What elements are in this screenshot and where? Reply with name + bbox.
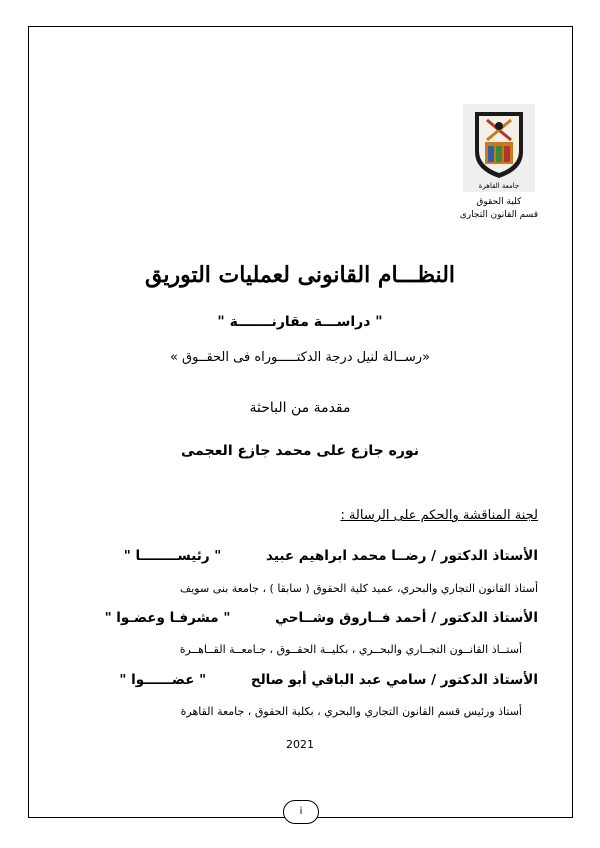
year: 2021 [286, 738, 314, 751]
member-role: " رئيســــــــا " [123, 548, 222, 564]
author-name: نوره جازع على محمد جازع العجمى [181, 443, 419, 459]
logo-caption: جامعة القاهرة [478, 182, 520, 190]
committee-heading: لجنة المناقشة والحكم على الرسالة : [340, 508, 538, 523]
university-logo [463, 104, 535, 192]
committee-member [119, 672, 538, 688]
member-name: الأستاذ الدكتور / رضــا محمد ابراهيم عبيد [266, 548, 538, 564]
committee-member [105, 610, 538, 626]
member-description: أستاذ القانون التجاري والبحري، عميد كلية الحقوق ( سابقا ) ، جامعة بنى سويف [179, 582, 538, 595]
author-label: مقدمة من الباحثة [249, 400, 351, 416]
member-role: " عضــــــوا " [119, 672, 207, 688]
thesis-description: «رســالة لنيل درجة الدكتـــــوراه فى الحقــوق » [169, 350, 431, 365]
committee-member [124, 548, 538, 564]
faculty-name: كلية الحقوق [476, 197, 522, 207]
member-description: أستاذ ورئيس قسم القانون التجاري والبحري ، بكلية الحقوق ، جامعة القاهرة [180, 705, 522, 718]
member-name: الأستاذ الدكتور / أحمد فــاروق وشــاحي [275, 610, 538, 626]
page-number: i [283, 800, 319, 824]
member-description: أستــاذ القانــون التجــاري والبحــري ، بكليــة الحقــوق ، جـامعــة القــاهــرة [179, 643, 522, 656]
member-role: " مشرفـا وعضـوا " [104, 610, 231, 626]
study-type: " دراســـة مقارنـــــــة " [217, 314, 383, 330]
page-title: النظـــام القانونى لعمليات التوريق [144, 262, 456, 288]
department-name: قسم القانون التجارى [459, 210, 538, 220]
faculty-block [460, 196, 538, 222]
member-name: الأستاذ الدكتور / سامي عبد الباقي أبو صالح [250, 672, 538, 688]
